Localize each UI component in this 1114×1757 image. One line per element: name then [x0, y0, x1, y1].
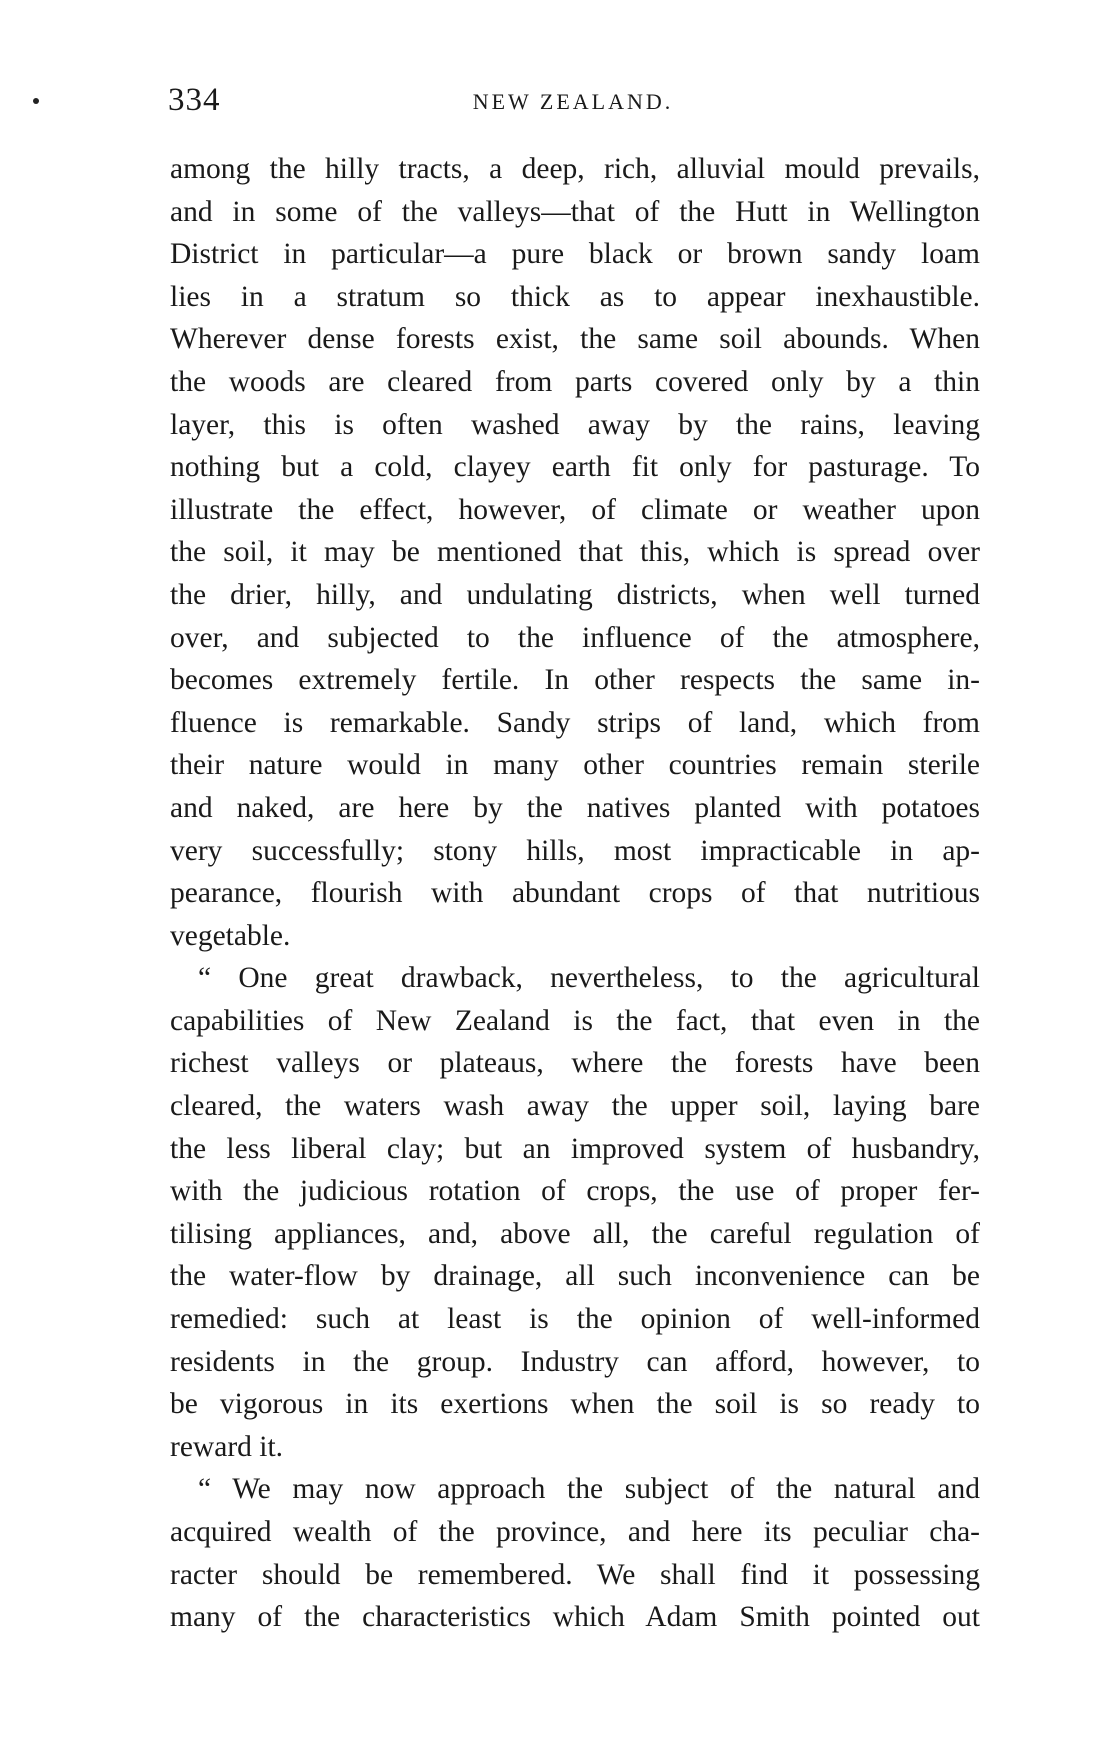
text-line: fluence is remarkable. Sandy strips of land, which from — [170, 706, 980, 739]
text-line: acquired wealth of the province, and here its peculiar cha- — [170, 1516, 980, 1548]
text-line: among the hilly tracts, a deep, rich, alluvial mould prevails, — [170, 153, 980, 185]
text-line: residents in the group. Industry can afford, however, to — [170, 1345, 980, 1378]
text-line: “ We may now approach the subject of the natural and — [198, 1473, 980, 1506]
text-line: pearance, flourish with abundant crops of that nutritious — [170, 877, 980, 910]
text-line: becomes extremely fertile. In other respects the same in- — [170, 664, 980, 697]
text-line: their nature would in many other countries remain sterile — [170, 749, 980, 782]
text-line: the woods are cleared from parts covered only by a thin — [170, 365, 980, 398]
text-line: cleared, the waters wash away the upper soil, laying bare — [170, 1090, 980, 1123]
text-line: capabilities of New Zealand is the fact, that even in the — [170, 1004, 980, 1037]
text-line: remedied: such at least is the opinion of well-informed — [170, 1303, 980, 1336]
text-line: reward it. — [170, 1430, 284, 1463]
margin-mark — [33, 98, 39, 104]
text-line: be vigorous in its exertions when the soil is so ready to — [170, 1388, 980, 1421]
text-line: Wherever dense forests exist, the same soil abounds. When — [170, 323, 980, 356]
text-line: the drier, hilly, and undulating districts, when well turned — [170, 578, 980, 611]
text-line: racter should be remembered. We shall find it possessing — [170, 1558, 980, 1591]
text-line: and in some of the valleys—that of the Hutt in Wellington — [170, 195, 980, 228]
text-line: many of the characteristics which Adam Smith pointed out — [170, 1601, 980, 1634]
text-line: richest valleys or plateaus, where the forests have been — [170, 1047, 980, 1080]
text-line: over, and subjected to the influence of the atmosphere, — [170, 621, 980, 654]
text-line: the water-flow by drainage, all such inconvenience can be — [170, 1260, 980, 1293]
page-header — [168, 82, 978, 122]
text-line: District in particular—a pure black or brown sandy loam — [170, 238, 980, 271]
body-text — [170, 148, 980, 1639]
text-line: layer, this is often washed away by the rains, leaving — [170, 408, 980, 441]
text-line: the less liberal clay; but an improved system of husbandry, — [170, 1132, 980, 1165]
text-line: vegetable. — [170, 919, 291, 952]
text-line: “ One great drawback, nevertheless, to the agricultural — [198, 962, 980, 995]
page-number: 334 — [168, 82, 221, 118]
running-title: NEW ZEALAND. — [472, 89, 674, 114]
text-line: with the judicious rotation of crops, the use of proper fer- — [170, 1175, 980, 1208]
text-line: tilising appliances, and, above all, the careful regulation of — [170, 1217, 980, 1250]
text-line: the soil, it may be mentioned that this, which is spread over — [170, 536, 980, 569]
text-line: and naked, are here by the natives planted with potatoes — [170, 791, 980, 824]
text-line: nothing but a cold, clayey earth fit only for pasturage. To — [170, 451, 980, 484]
text-line: lies in a stratum so thick as to appear inexhaustible. — [170, 280, 980, 313]
text-line: illustrate the effect, however, of climate or weather upon — [170, 493, 980, 526]
text-line: very successfully; stony hills, most impracticable in ap- — [170, 834, 980, 867]
